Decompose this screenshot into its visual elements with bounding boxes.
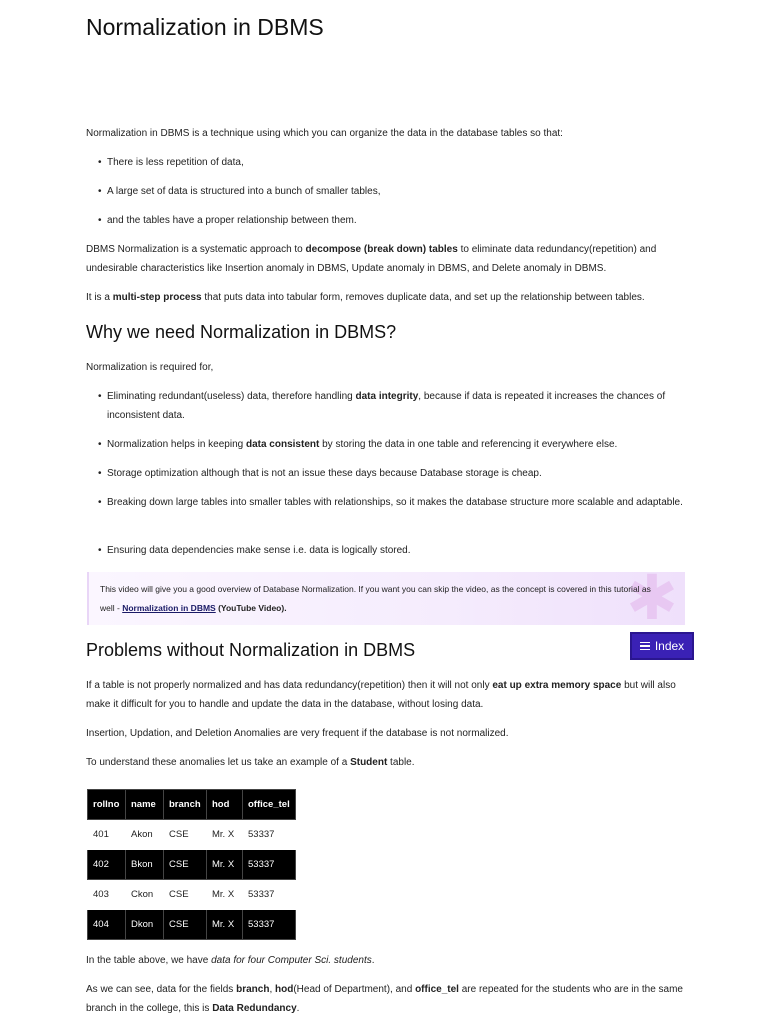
text-run: Eliminating redundant(useless) data, therefore handling <box>107 391 356 402</box>
bold-text: decompose (break down) tables <box>305 244 458 255</box>
table-cell: Bkon <box>126 850 164 880</box>
text-run: , because if data is repeated it increases the chances of inconsistent data. <box>107 391 666 421</box>
why-bullet-2 <box>98 435 697 454</box>
table-row <box>88 910 296 940</box>
table-header: name <box>126 790 164 820</box>
bold-text: Data Redundancy <box>212 1003 297 1014</box>
problems-paragraph-3 <box>86 753 686 772</box>
video-callout <box>87 572 685 625</box>
bold-text: multi-step process <box>112 292 202 303</box>
star-icon: ✱ <box>626 572 678 625</box>
table-row <box>88 850 296 880</box>
table-cell: Ckon <box>126 880 164 910</box>
why-heading: Why we need Normalization in DBMS? <box>86 322 397 342</box>
table-cell: Mr. X <box>207 850 243 880</box>
video-link[interactable]: Normalization in DBMS <box>122 603 216 613</box>
table-cell: Mr. X <box>207 880 243 910</box>
intro-paragraph: Normalization in DBMS is a technique using which you can organize the data in the database tables so that: <box>86 128 563 139</box>
text-run: Normalization helps in keeping <box>107 439 246 450</box>
text-run: . <box>296 1003 300 1014</box>
table-cell: 53337 <box>243 850 296 880</box>
bold-text: office_tel <box>415 984 459 995</box>
student-table <box>87 789 296 940</box>
redundancy-paragraph <box>86 980 686 1018</box>
bold-text: Student <box>350 757 388 768</box>
text-run: are repeated for the students who are in the same branch in the college, this is <box>86 984 683 1014</box>
index-button[interactable] <box>630 632 694 660</box>
why-intro: Normalization is required for, <box>86 362 214 373</box>
multistep-paragraph <box>86 288 686 307</box>
table-cell: CSE <box>164 850 207 880</box>
problems-paragraph-2: Insertion, Updation, and Deletion Anomalies are very frequent if the database is not normalized. <box>86 728 509 739</box>
table-cell: Dkon <box>126 910 164 940</box>
intro-bullet-2: • A large set of data is structured into a bunch of smaller tables, <box>98 182 697 201</box>
text-run: by storing the data in one table and referencing it everywhere else. <box>319 439 618 450</box>
why-bullet-1 <box>98 387 697 425</box>
text-run: DBMS Normalization is a systematic approach to <box>86 244 306 255</box>
text-run: but will also make it difficult for you to handle and update the data in the database, without losing data. <box>86 680 676 710</box>
table-cell: 53337 <box>243 880 296 910</box>
table-cell: 402 <box>88 850 126 880</box>
table-cell: CSE <box>164 820 207 850</box>
text-run: (Head of Department), and <box>293 984 416 995</box>
table-cell: 53337 <box>243 910 296 940</box>
text-run: . <box>371 955 375 966</box>
bold-text: (YouTube Video). <box>215 603 287 613</box>
text-run: , <box>269 984 275 995</box>
problems-heading: Problems without Normalization in DBMS <box>86 640 416 660</box>
text-run: to eliminate data redundancy(repetition) and undesirable characteristics like Insertion anomaly in DBMS, Update anomaly in DBMS, and Delete anomaly in DBMS. <box>86 244 657 274</box>
index-button-label: Index <box>654 639 685 653</box>
table-cell: Akon <box>126 820 164 850</box>
callout-text <box>100 580 660 618</box>
table-cell: Mr. X <box>207 910 243 940</box>
table-cell: 401 <box>88 820 126 850</box>
table-cell: 403 <box>88 880 126 910</box>
table-header-row <box>88 790 296 820</box>
why-bullet-3: • Storage optimization although that is not an issue these days because Database storage is cheap. <box>98 464 697 483</box>
after-table-paragraph <box>86 951 686 970</box>
table-header: office_tel <box>243 790 296 820</box>
table-header: rollno <box>88 790 126 820</box>
text-run: As we can see, data for the fields <box>86 984 237 995</box>
table-cell: 404 <box>88 910 126 940</box>
italic-text: data for four Computer Sci. students <box>211 955 372 966</box>
table-header: hod <box>207 790 243 820</box>
table-row <box>88 820 296 850</box>
text-run: It is a <box>86 292 113 303</box>
bold-text: eat up extra memory space <box>492 680 622 691</box>
menu-icon <box>640 640 650 653</box>
text-run: In the table above, we have <box>86 955 212 966</box>
why-bullet-5: • Ensuring data dependencies make sense i.e. data is logically stored. <box>98 541 697 560</box>
bold-text: data integrity <box>355 391 419 402</box>
text-run: that puts data into tabular form, removes duplicate data, and set up the relationship between tables. <box>201 292 645 303</box>
text-run: table. <box>387 757 415 768</box>
table-header: branch <box>164 790 207 820</box>
why-bullet-4: • Breaking down large tables into smaller tables with relationships, so it makes the database structure more scalable and adaptable. <box>98 493 697 512</box>
intro-bullet-3: • and the tables have a proper relationship between them. <box>98 211 697 230</box>
table-cell: 53337 <box>243 820 296 850</box>
table-cell: CSE <box>164 880 207 910</box>
page-title: Normalization in DBMS <box>86 14 324 40</box>
table-cell: CSE <box>164 910 207 940</box>
bold-text: branch <box>236 984 270 995</box>
text-run: This video will give you a good overview of Database Normalization. If you want you can skip the video, as the concept is covered in this tutorial as well - <box>100 584 651 613</box>
intro-bullet-1: • There is less repetition of data, <box>98 153 697 172</box>
text-run: If a table is not properly normalized and has data redundancy(repetition) then it will not only <box>86 680 493 691</box>
problems-paragraph-1 <box>86 676 686 714</box>
text-run: To understand these anomalies let us take an example of a <box>86 757 351 768</box>
table-row <box>88 880 296 910</box>
table-cell: Mr. X <box>207 820 243 850</box>
bold-text: hod <box>275 984 294 995</box>
decompose-paragraph <box>86 240 686 278</box>
bold-text: data consistent <box>245 439 320 450</box>
